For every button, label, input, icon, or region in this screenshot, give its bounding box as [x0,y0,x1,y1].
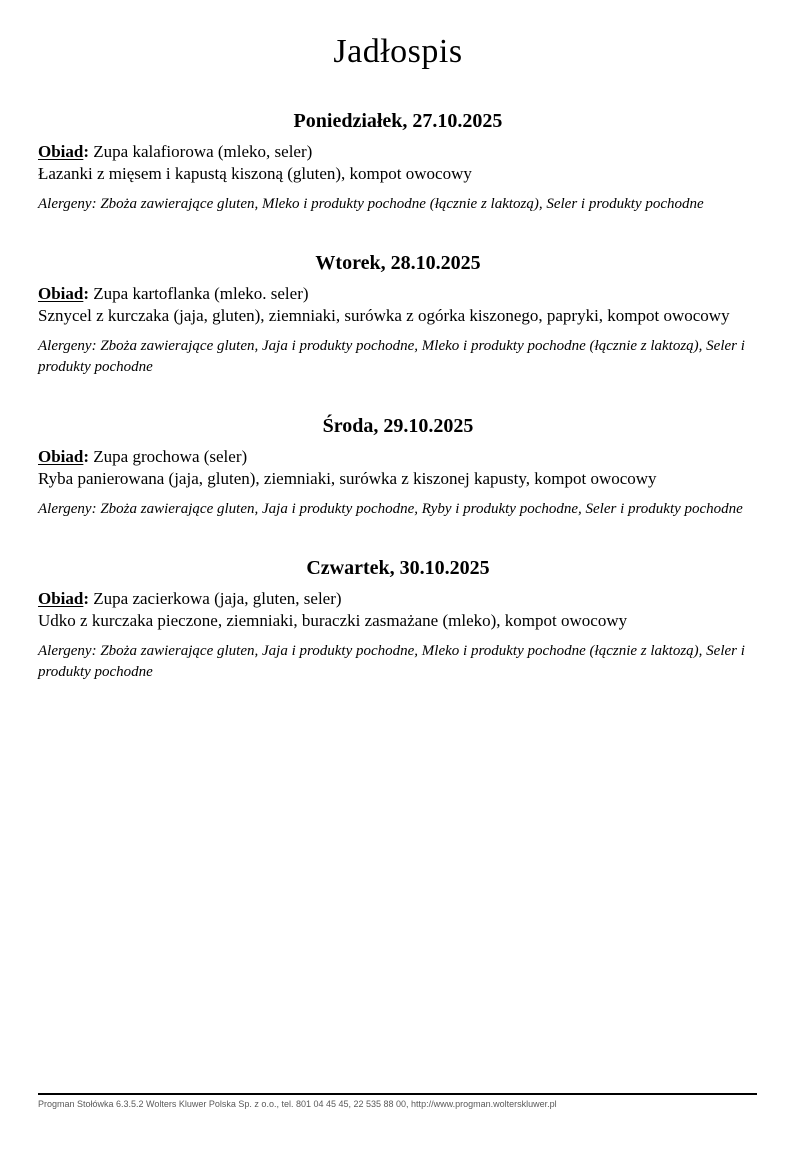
page-title: Jadłospis [333,33,463,70]
menu-document-page [0,32,794,1155]
soup-text: Zupa kartoflanka (mleko. seler) [93,283,309,303]
allergens-line: Alergeny: Zboża zawierające gluten, Jaja i produkty pochodne, Mleko i produkty pochodne (łącznie z laktozą), Seler i produkty pochodne [38,642,745,680]
footer-text: Progman Stołówka 6.3.5.2 Wolters Kluwer Polska Sp. z o.o., tel. 801 04 45 45, 22 535 88 00, http://www.progman.wolterskluwer.pl [38,1099,557,1109]
soup-line [38,588,758,610]
soup-text: Zupa grochowa (seler) [93,446,248,466]
allergens-line: Alergeny: Zboża zawierające gluten, Jaja i produkty pochodne, Mleko i produkty pochodne (łącznie z laktozą), Seler i produkty pochodne [38,337,745,375]
allergens-line: Alergeny: Zboża zawierające gluten, Jaja i produkty pochodne, Ryby i produkty pochodne, Seler i produkty pochodne [38,500,743,517]
day-heading: Środa, 29.10.2025 [322,414,474,437]
day-section-tuesday [38,251,758,378]
day-heading: Czwartek, 30.10.2025 [306,556,490,579]
footer-divider [38,1093,757,1095]
menu-content [0,32,794,683]
day-heading: Poniedziałek, 27.10.2025 [293,109,503,132]
day-section-monday [38,109,758,215]
main-course-line: Sznycel z kurczaka (jaja, gluten), ziemniaki, surówka z ogórka kiszonego, papryki, kompot owocowy [38,305,730,325]
soup-line [38,283,758,305]
soup-text: Zupa kalafiorowa (mleko, seler) [93,141,313,161]
meal-label: Obiad: [38,588,90,608]
main-course-line: Udko z kurczaka pieczone, ziemniaki, buraczki zasmażane (mleko), kompot owocowy [38,610,628,630]
soup-line [38,446,758,468]
meal-label: Obiad: [38,446,90,466]
page-footer [38,1093,757,1110]
allergens-line: Alergeny: Zboża zawierające gluten, Mleko i produkty pochodne (łącznie z laktozą), Seler i produkty pochodne [38,195,704,212]
soup-text: Zupa zacierkowa (jaja, gluten, seler) [93,588,342,608]
meal-label: Obiad: [38,283,90,303]
day-heading: Wtorek, 28.10.2025 [315,251,481,274]
meal-label: Obiad: [38,141,90,161]
main-course-line: Ryba panierowana (jaja, gluten), ziemniaki, surówka z kiszonej kapusty, kompot owocowy [38,468,657,488]
soup-line [38,141,758,163]
day-section-wednesday [38,414,758,520]
main-course-line: Łazanki z mięsem i kapustą kiszoną (gluten), kompot owocowy [38,163,472,183]
day-section-thursday [38,556,758,683]
